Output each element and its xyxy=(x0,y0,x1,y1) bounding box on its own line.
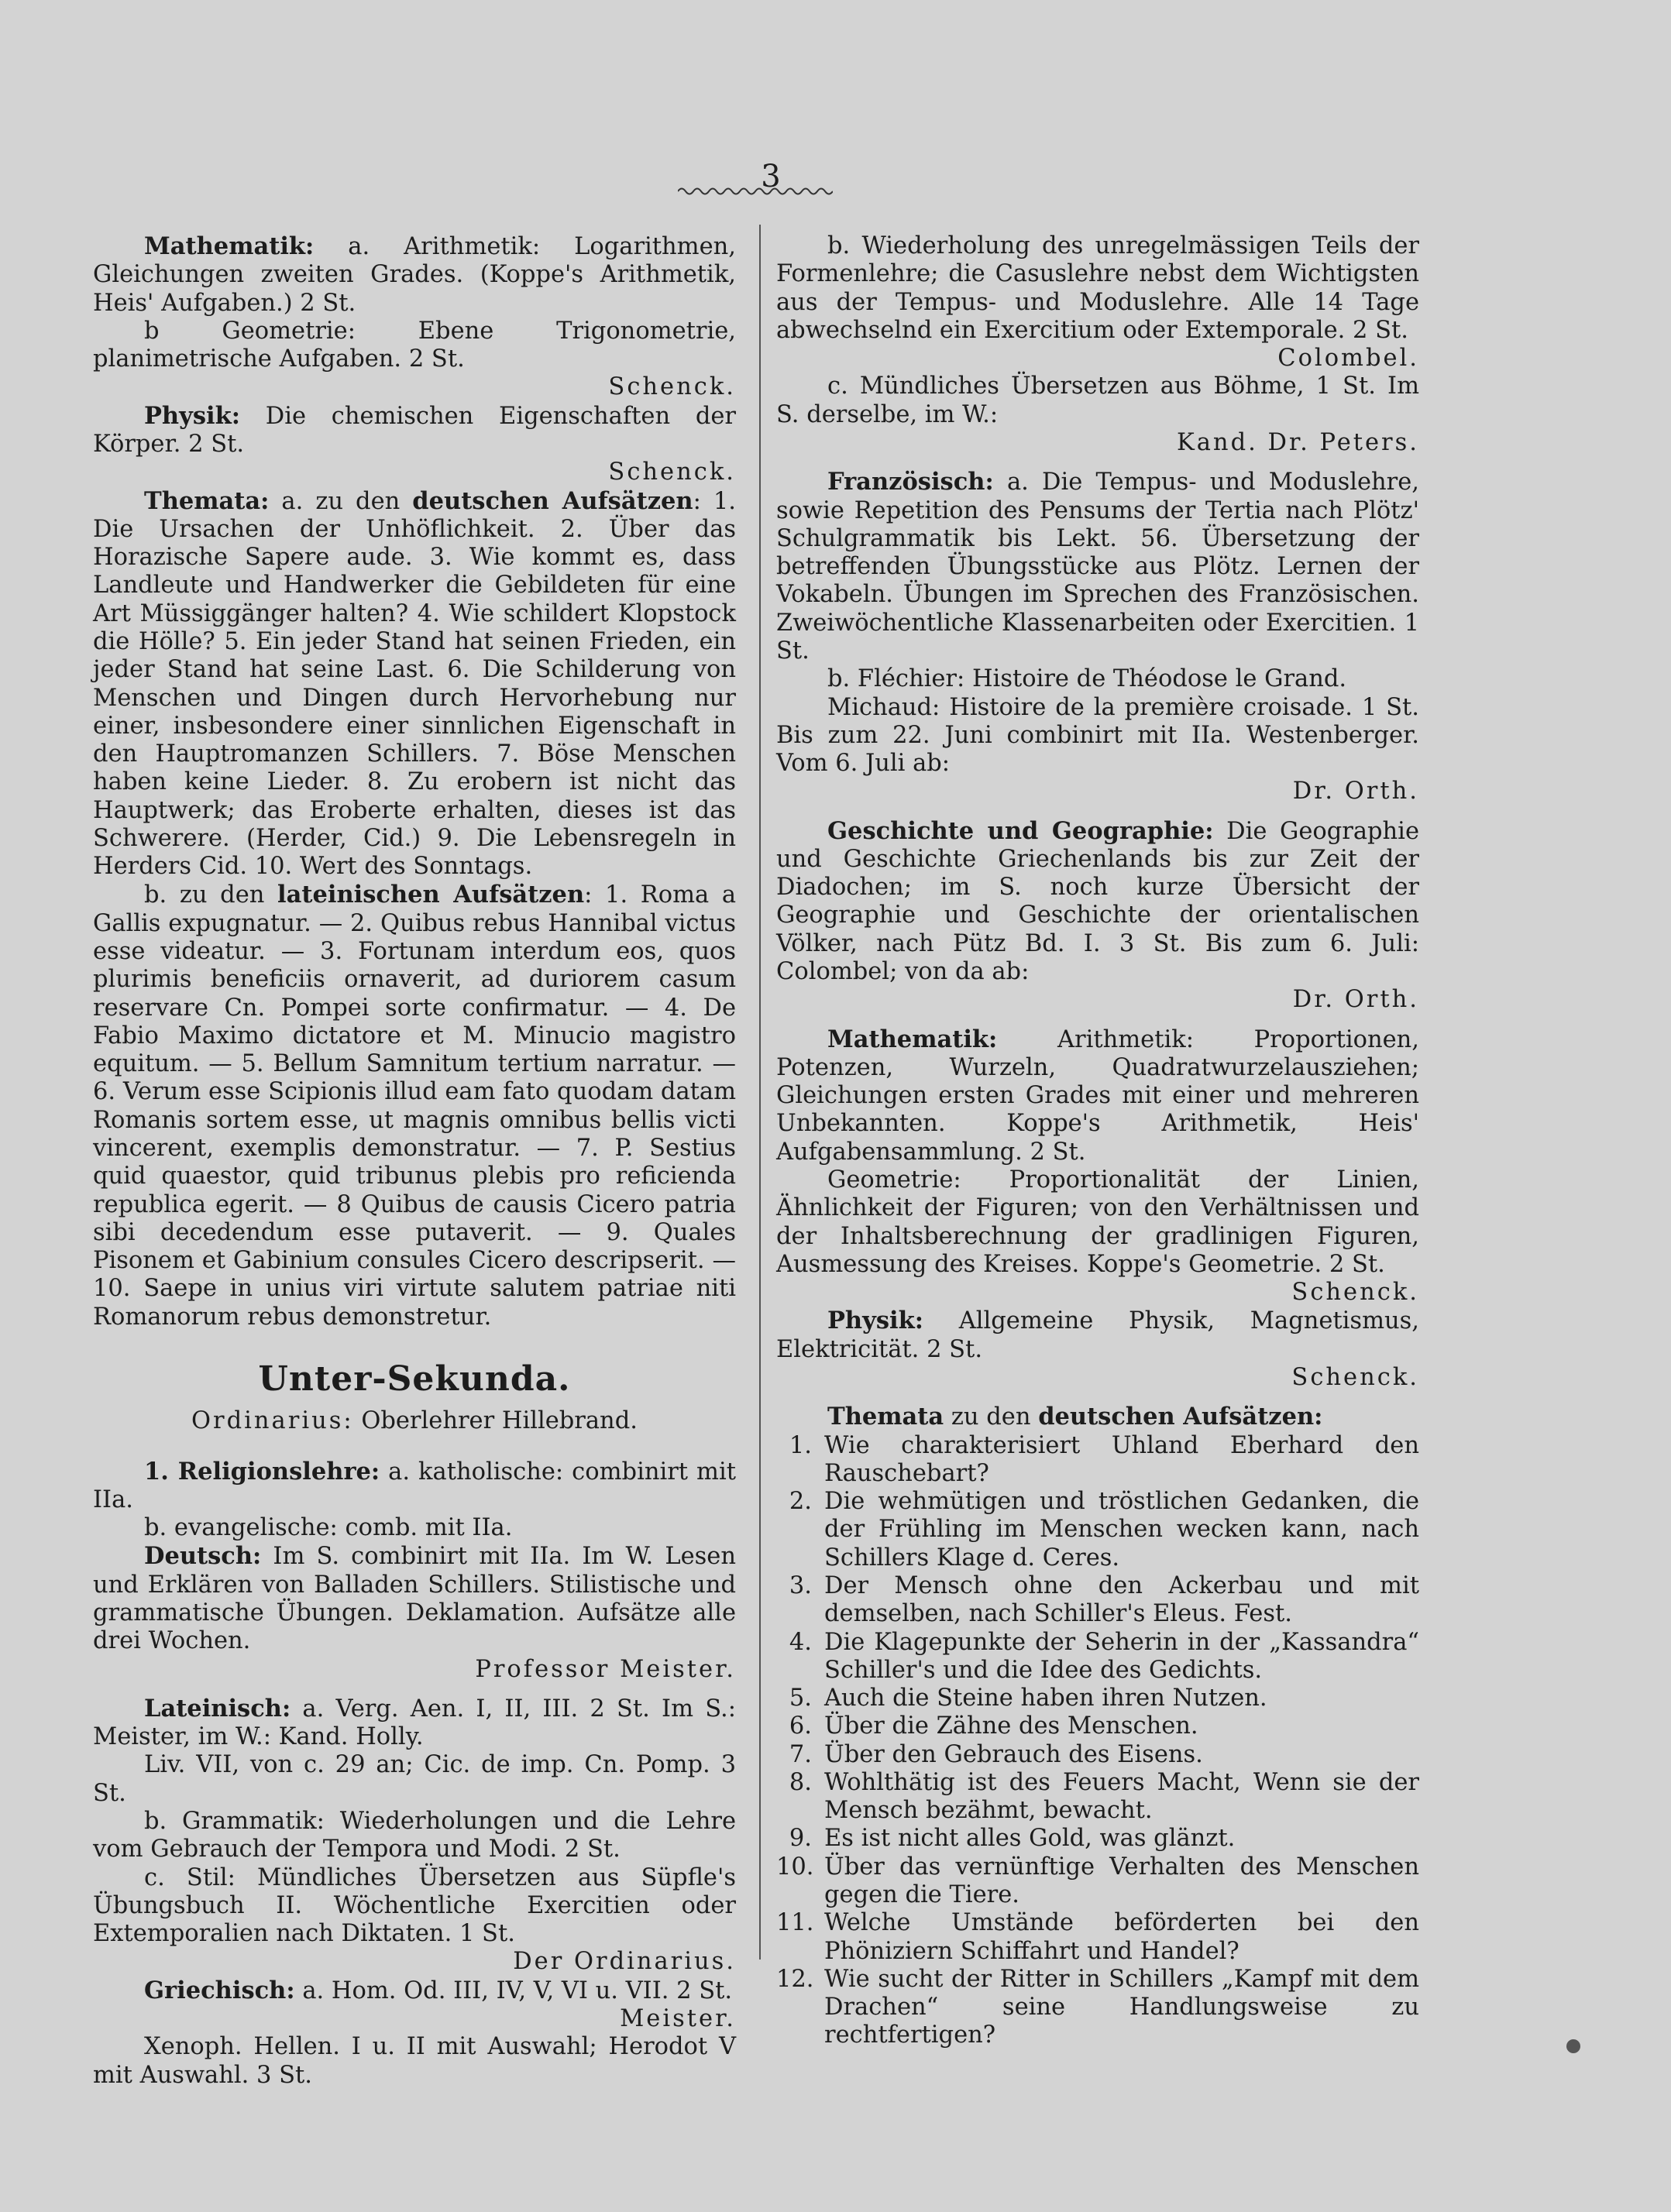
theme-item xyxy=(776,1572,1419,1629)
theme-number: 10. xyxy=(776,1853,814,1881)
ink-spot xyxy=(1566,2039,1580,2053)
theme-text: Die wehmütigen und tröstlichen Gedanken, die der Frühling im Menschen wecken kann, nach Schillers Klage d. Ceres. xyxy=(824,1488,1419,1571)
math-teacher: Schenck. xyxy=(608,373,736,401)
franz-teacher: Dr. Orth. xyxy=(1292,778,1419,805)
wavy-rule xyxy=(678,186,833,197)
theme-text: Die Klagepunkte der Seherin in der „Kassandra“ Schiller's und die Idee des Gedichts. xyxy=(824,1628,1419,1684)
math-b: b Geometrie: Ebene Trigonometrie, planimetrische Aufgaben. 2 St. xyxy=(93,317,736,373)
physik-right-teacher: Schenck. xyxy=(1291,1363,1419,1391)
religion-b: b. evangelische: comb. mit IIa. xyxy=(144,1514,513,1542)
theme-item xyxy=(776,1629,1419,1685)
theme-number: 11. xyxy=(776,1909,814,1937)
franz-b2: Michaud: Histoire de la première croisade. 1 St. Bis zum 22. Juni combinirt mit IIa. Westenberger. Vom 6. Juli ab: xyxy=(776,693,1419,778)
theme-number: 8. xyxy=(789,1768,812,1796)
geschichte-teacher: Dr. Orth. xyxy=(1292,986,1419,1014)
latein-liv: Liv. VII, von c. 29 an; Cic. de imp. Cn. Pomp. 3 St. xyxy=(93,1751,736,1807)
theme-text: Auch die Steine haben ihren Nutzen. xyxy=(824,1685,1267,1712)
griech-xen: Xenoph. Hellen. I u. II mit Auswahl; Herodot V mit Auswahl. 3 St. xyxy=(93,2033,736,2089)
theme-number: 4. xyxy=(789,1628,812,1656)
franz-a: Französisch: a. Die Tempus- und Moduslehre, sowie Repetition des Pensums der Tertia nach Plötz' Schulgrammatik bis Lekt. 56. Übersetzung der betreffenden Übungsstücke aus Plötz. Lernen der Vokabeln. Übungen im Sprechen des Französischen. Zweiwöchentliche Klassenarbeiten oder Exercitien. 1 St. xyxy=(776,468,1419,665)
themes-list xyxy=(776,1432,1419,2050)
physik-teacher: Schenck. xyxy=(608,459,736,486)
religion-a: 1. Religionslehre: a. katholische: combinirt mit IIa. xyxy=(93,1457,736,1513)
math-a: Mathematik: a. Arithmetik: Logarithmen, Gleichungen zweiten Grades. (Koppe's Arithmetik, Heis' Aufgaben.) 2 St. xyxy=(93,232,736,317)
physik: Physik: Die chemischen Eigenschaften der Körper. 2 St. xyxy=(93,401,736,458)
ordinarius: Ordinarius: Oberlehrer Hillebrand. xyxy=(191,1407,638,1435)
theme-item xyxy=(776,1853,1419,1910)
wiederholung: b. Wiederholung des unregelmässigen Teils der Formenlehre; die Casuslehre nebst dem Wichtigsten aus der Tempus- und Moduslehre. Alle 14 Tage abwechselnd ein Exercitium oder Extemporale. 2 St. xyxy=(776,232,1419,344)
theme-item xyxy=(776,1685,1419,1712)
wiederholung-teacher: Colombel. xyxy=(1277,345,1419,373)
geschichte: Geschichte und Geographie: Die Geographie und Geschichte Griechenlands bis zur Zeit der Diadochen; im S. noch kurze Übersicht der Geographie und Geschichte der orientalischen Völker, nach Pütz Bd. I. 3 St. Bis zum 6. Juli: Colombel; von da ab: xyxy=(776,816,1419,986)
theme-text: Es ist nicht alles Gold, was glänzt. xyxy=(824,1825,1236,1853)
theme-number: 5. xyxy=(789,1685,812,1712)
left-column xyxy=(93,232,736,2090)
section-heading: Unter-Sekunda. xyxy=(258,1358,571,1399)
theme-item xyxy=(776,1741,1419,1769)
theme-number: 1. xyxy=(789,1431,812,1459)
muendlich: c. Mündliches Übersetzen aus Böhme, 1 St. Im S. derselbe, im W.: xyxy=(776,373,1419,428)
theme-text: Wie charakterisiert Uhland Eberhard den Rauschebart? xyxy=(824,1431,1419,1487)
theme-item xyxy=(776,1712,1419,1740)
right-column xyxy=(776,232,1419,2050)
latein-b: b. Grammatik: Wiederholungen und die Lehre vom Gebrauch der Tempora und Modi. 2 St. xyxy=(93,1807,736,1863)
griech-a: Griechisch: a. Hom. Od. III, IV, V, VI u. VII. 2 St. xyxy=(144,1976,733,2004)
latein-teacher: Der Ordinarius. xyxy=(513,1948,736,1976)
theme-item xyxy=(776,1488,1419,1572)
theme-number: 7. xyxy=(789,1740,812,1768)
themata-deutsch: Themata: a. zu den deutschen Aufsätzen: 1. Die Ursachen der Unhöflichkeit. 2. Über das Horazische Sapere aude. 3. Wie kommt es, dass Landleute und Handwerker die Gebildeten für eine Art Müssiggänger halten? 4. Wie schildert Klopstock die Hölle? 5. Ein jeder Stand hat seinen Frieden, ein jeder Stand hat seine Last. 6. Die Schilderung von Menschen und Dingen durch Hervorhebung nur einer, insbesondere einer sinnlichen Eigenschaft in den Hauptromanzen Schillers. 7. Böse Menschen haben keine Lieder. 8. Zu erobern ist nicht das Hauptwerk; das Eroberte erhalten, dieses ist das Schwerere. (Herder, Cid.) 9. Die Lebensregeln in Herders Cid. 10. Wert des Sonntags. xyxy=(93,486,736,881)
theme-item xyxy=(776,1432,1419,1489)
theme-text: Wohlthätig ist des Feuers Macht, Wenn sie der Mensch bezähmt, bewacht. xyxy=(824,1768,1419,1825)
muendlich-teacher: Kand. Dr. Peters. xyxy=(1176,428,1419,456)
geometrie-right: Geometrie: Proportionalität der Linien, Ähnlichkeit der Figuren; von den Verhältnissen und der Inhaltsberechnung der gradlinigen Figuren, Ausmessung des Kreises. Koppe's Geometrie. 2 St. xyxy=(776,1166,1419,1278)
theme-text: Über die Zähne des Menschen. xyxy=(824,1712,1198,1740)
theme-text: Wie sucht der Ritter in Schillers „Kampf mit dem Drachen“ seine Handlungsweise zu rechtfertigen? xyxy=(824,1965,1419,2049)
theme-number: 12. xyxy=(776,1965,814,1993)
theme-text: Der Mensch ohne den Ackerbau und mit demselben, nach Schiller's Eleus. Fest. xyxy=(824,1571,1419,1628)
math-right-teacher: Schenck. xyxy=(1291,1279,1419,1307)
griech-teacher: Meister. xyxy=(620,2004,736,2032)
theme-item xyxy=(776,1825,1419,1853)
column-divider xyxy=(759,225,761,1960)
latein-a: Lateinisch: a. Verg. Aen. I, II, III. 2 St. Im S.: Meister, im W.: Kand. Holly. xyxy=(93,1694,736,1751)
theme-number: 2. xyxy=(789,1488,812,1516)
theme-number: 3. xyxy=(789,1571,812,1599)
theme-item xyxy=(776,1966,1419,2050)
themes-heading: Themata zu den deutschen Aufsätzen: xyxy=(827,1403,1323,1431)
physik-right: Physik: Allgemeine Physik, Magnetismus, Elektricität. 2 St. xyxy=(776,1307,1419,1363)
theme-number: 6. xyxy=(789,1712,812,1740)
themata-latein: b. zu den lateinischen Aufsätzen: 1. Roma a Gallis expugnatur. — 2. Quibus rebus Hannibal victus esse videatur. — 3. Fortunam interdum eos, quos plurimis beneficiis ornaverit, ad duriorem casum reservare Cn. Pompei sorte confirmatur. — 4. De Fabio Maximo dictatore et M. Minucio magistro equitum. — 5. Bellum Samnitum tertium narratur. — 6. Verum esse Scipionis illud eam fato quodam datam Romanis sortem esse, ut magnis omnibus bellis victi vincerent, exemplis demonstratur. — 7. P. Sestius quid quaestor, quid tribunus plebis pro reficienda republica egerit. — 8 Quibus de causis Cicero patria sibi decedendum esse putaverit. — 9. Quales Pisonem et Gabinium consules Cicero descripserit. — 10. Saepe in unius viri virtute salutem patriae niti Romanorum rebus demonstretur. xyxy=(93,881,736,1331)
latein-c: c. Stil: Mündliches Übersetzen aus Süpfle's Übungsbuch II. Wöchentliche Exercitien oder Extemporalien nach Diktaten. 1 St. xyxy=(93,1863,736,1948)
franz-b1: b. Fléchier: Histoire de Théodose le Grand. xyxy=(827,665,1347,693)
deutsch-teacher: Professor Meister. xyxy=(475,1655,736,1683)
theme-item xyxy=(776,1769,1419,1826)
theme-text: Welche Umstände beförderten bei den Phöniziern Schiffahrt und Handel? xyxy=(824,1909,1419,1965)
deutsch: Deutsch: Im S. combinirt mit IIa. Im W. Lesen und Erklären von Balladen Schillers. Stilistische und grammatische Übungen. Deklamation. Aufsätze alle drei Wochen. xyxy=(93,1542,736,1655)
math-right: Mathematik: Arithmetik: Proportionen, Potenzen, Wurzeln, Quadratwurzelausziehen; Gleichungen ersten Grades mit einer und mehreren Unbekannten. Koppe's Arithmetik, Heis' Aufgabensammlung. 2 St. xyxy=(776,1025,1419,1166)
theme-text: Über den Gebrauch des Eisens. xyxy=(824,1740,1203,1768)
theme-number: 9. xyxy=(789,1825,812,1853)
theme-item xyxy=(776,1909,1419,1966)
page-number: 3 xyxy=(761,159,781,194)
theme-text: Über das vernünftige Verhalten des Menschen gegen die Tiere. xyxy=(824,1853,1419,1909)
